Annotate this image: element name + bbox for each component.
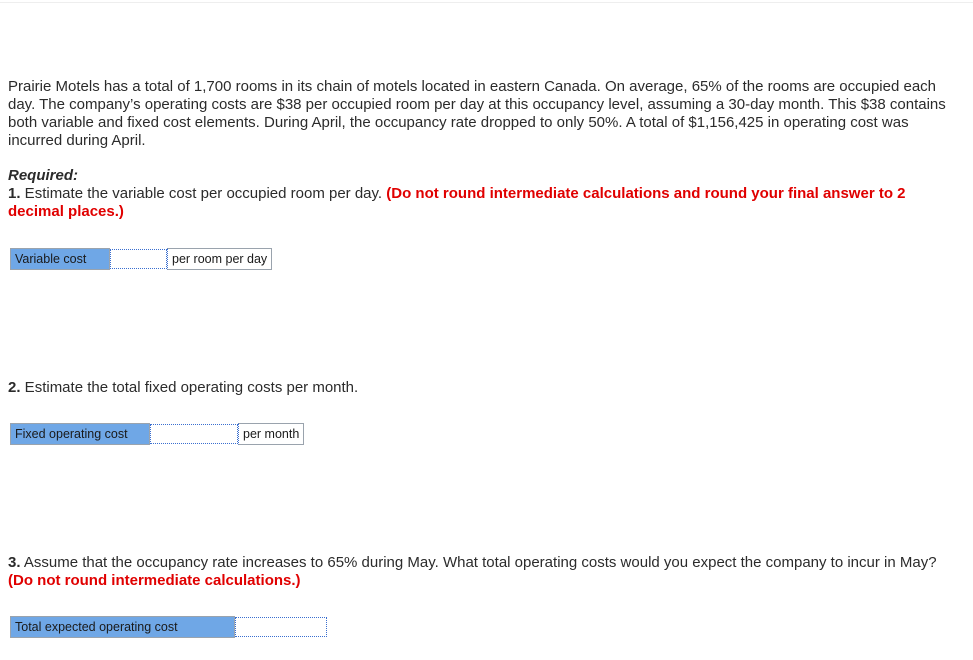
top-divider xyxy=(0,2,973,3)
total-cost-label: Total expected operating cost xyxy=(10,616,235,638)
question-2-number: 2. xyxy=(8,379,21,396)
variable-cost-label: Variable cost xyxy=(10,248,110,270)
question-3-text: Assume that the occupancy rate increases to 65% during May. What total operating costs would you expect the company to incur in May? xyxy=(20,554,937,571)
answer-row-variable-cost xyxy=(10,248,272,270)
required-heading: Required: xyxy=(8,167,79,184)
answer-row-fixed-cost xyxy=(10,423,304,445)
required-section xyxy=(8,167,953,221)
variable-cost-input[interactable] xyxy=(110,249,167,269)
question-2 xyxy=(8,379,953,397)
question-3 xyxy=(8,554,953,590)
answer-row-total-cost xyxy=(10,616,327,638)
question-3-instruction: (Do not round intermediate calculations.) xyxy=(8,572,301,589)
problem-statement: Prairie Motels has a total of 1,700 rooms in its chain of motels located in eastern Canada. On average, 65% of the rooms are occupied each day. The company’s operating costs are $38 per occupied room per day at this occupancy level, assuming a 30-day month. This $38 contains both variable and fixed cost elements. During April, the occupancy rate dropped to only 50%. A total of $1,156,425 in operating cost was incurred during April. xyxy=(8,78,946,149)
question-1-number: 1. xyxy=(8,185,21,202)
question-3-number: 3. xyxy=(8,554,21,571)
fixed-cost-unit: per month xyxy=(238,423,304,445)
question-1-instruction: (Do not round intermediate calculations and round your final answer to 2 decimal places.) xyxy=(8,185,906,220)
variable-cost-unit: per room per day xyxy=(167,248,272,270)
fixed-cost-label: Fixed operating cost xyxy=(10,423,150,445)
question-1-text: Estimate the variable cost per occupied room per day. xyxy=(20,185,387,202)
question-1 xyxy=(8,185,953,221)
question-2-text: Estimate the total fixed operating costs per month. xyxy=(20,379,359,396)
fixed-cost-input[interactable] xyxy=(150,424,238,444)
total-cost-input[interactable] xyxy=(235,617,327,637)
